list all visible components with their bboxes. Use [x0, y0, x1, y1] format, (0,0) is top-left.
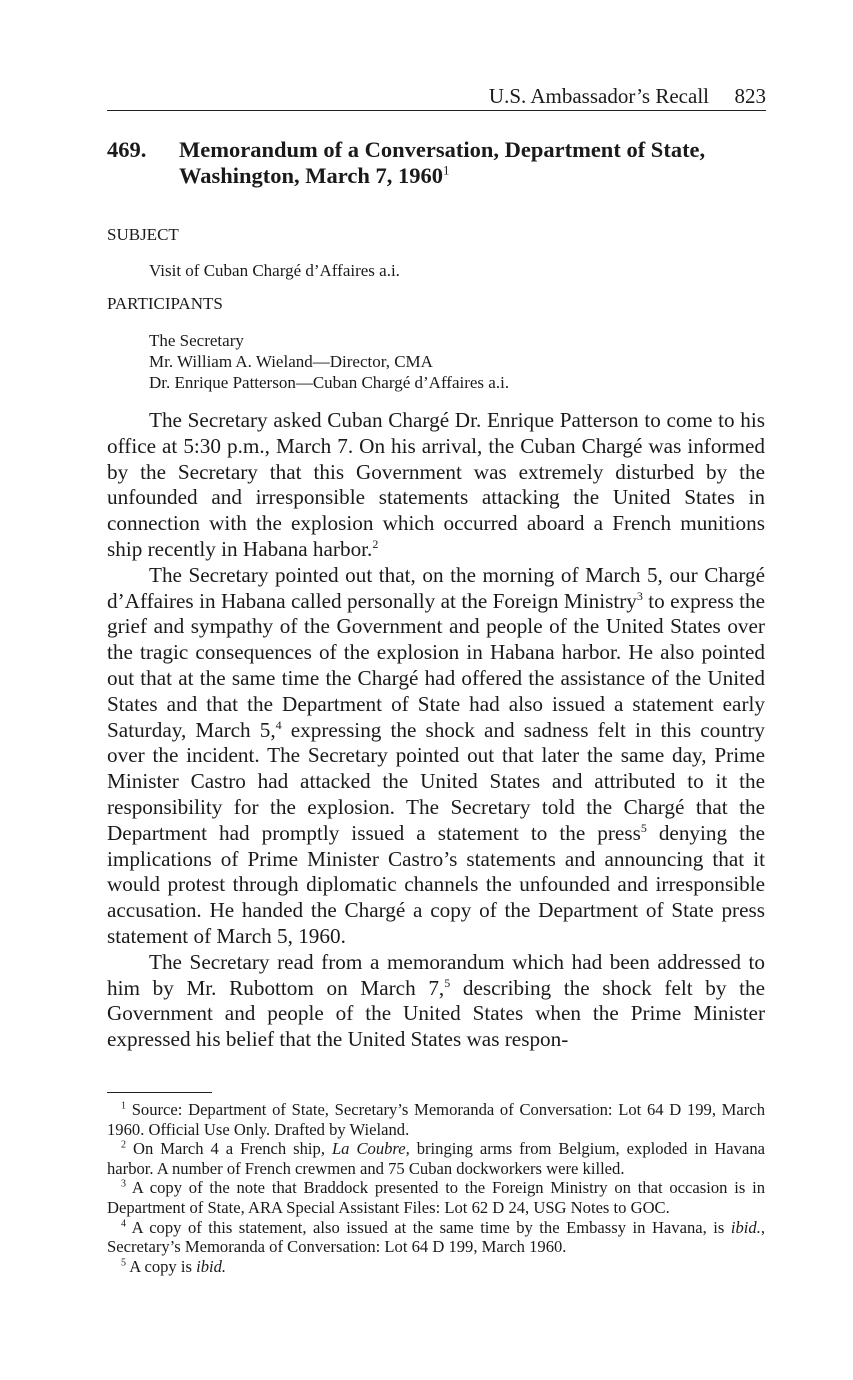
footnote-mark: 3: [121, 1178, 126, 1190]
footnote-mark: 4: [121, 1218, 126, 1230]
paragraph-text: The Secretary read from a memorandum which had been addressed to him by Mr. Rubottom on March 7,: [107, 949, 765, 1000]
footnote-ref: 5: [444, 975, 451, 990]
paragraph-text: denying the implications of Prime Minister Castro’s statements and announcing that it would protest through diplomatic channels the unfounded and irresponsible accusation. He handed the Chargé a copy of the Department of State press statement of March 5, 1960.: [107, 820, 765, 948]
footnote: [107, 1100, 765, 1139]
body-paragraph: [107, 563, 765, 950]
footnote-mark: 1: [121, 1100, 126, 1112]
running-head: [107, 82, 766, 111]
footnote-text: , Secretary’s Memoranda of Conversation: Lot 64 D 199, March 1960.: [107, 1217, 766, 1257]
footnote-italic: ibid.: [730, 1217, 761, 1237]
footnote: [107, 1178, 765, 1217]
paragraph-text: to express the grief and sympathy of the Government and people of the United States over the tragic consequences of the explosion in Habana harbor. He also pointed out that at the same time the Chargé had offered the assistance of the United States and that the Department of State had also issued a statement early Saturday, March 5,: [107, 588, 765, 742]
participants-label: PARTICIPANTS: [107, 294, 223, 313]
footnote-text: A copy of this statement, also issued at the same time by the Embassy in Havana, is: [131, 1217, 731, 1237]
footnote-text: Source: Department of State, Secretary’s Memoranda of Conversation: Lot 64 D 199, March 1960. Official Use Only. Drafted by Wieland.: [107, 1100, 765, 1139]
participant-item: Mr. William A. Wieland—Director, CMA: [149, 352, 433, 371]
participant-item: The Secretary: [149, 331, 244, 350]
paragraph-text: expressing the shock and sadness felt in this country over the incident. The Secretary pointed out that later the same day, Prime Minister Castro had attacked the United States and attributed to it the responsibility for the explosion. The Secretary told the Chargé that the Department had promptly issued a statement to the press: [107, 717, 765, 845]
footnote-ref: 5: [640, 820, 647, 835]
footnote: [107, 1257, 765, 1277]
running-head-title: U.S. Ambassador’s Recall: [488, 84, 709, 108]
document-number: 469.: [107, 137, 147, 162]
paragraph-text: The Secretary pointed out that, on the morning of March 5, our Chargé d’Affaires in Habana called personally at the Foreign Ministry: [107, 562, 765, 613]
footnote-ref: 1: [443, 162, 450, 178]
participant-item: Dr. Enrique Patterson—Cuban Chargé d’Affaires a.i.: [149, 373, 510, 392]
document-title: [179, 137, 769, 189]
footnote-mark: 5: [121, 1257, 126, 1269]
footnote-text: A copy is: [129, 1256, 197, 1276]
footnote-mark: 2: [121, 1139, 126, 1151]
memorandum-body: [107, 408, 765, 1053]
footnote-italic: La Coubre,: [331, 1139, 410, 1159]
footnote: [107, 1218, 765, 1257]
paragraph-text: describing the shock felt by the Government and people of the United States when the Prime Minister expressed his belief that the United States was respon-: [107, 975, 765, 1052]
body-paragraph: [107, 408, 765, 563]
subject-text: Visit of Cuban Chargé d’Affaires a.i.: [149, 261, 400, 280]
footnote-ref: 4: [275, 717, 282, 732]
footnote: [107, 1139, 765, 1178]
paragraph-text: The Secretary asked Cuban Chargé Dr. Enrique Patterson to come to his office at 5:30 p.m., March 7. On his arrival, the Cuban Chargé was informed by the Secretary that this Government was extremely disturbed by the unfounded and irresponsible statements attacking the United States in connection with the explosion which occurred aboard a French munitions ship recently in Habana harbor.: [107, 408, 765, 561]
document-title-text: Memorandum of a Conversation, Department of State, Washington, March 7, 1960: [179, 137, 706, 188]
footnote-text: bringing arms from Belgium, exploded in Havana harbor. A number of French crewmen and 75 Cuban dockworkers were killed.: [107, 1139, 766, 1178]
participants-list: [149, 330, 509, 393]
footnotes: [107, 1100, 765, 1276]
footnote-text: A copy of the note that Braddock presented to the Foreign Ministry on that occasion is in Department of State, ARA Special Assistant Files: Lot 62 D 24, USG Notes to GOC.: [107, 1178, 766, 1217]
body-paragraph: [107, 950, 765, 1053]
footnote-ref: 2: [372, 536, 379, 551]
page-number: 823: [734, 84, 766, 108]
footnote-divider: [107, 1092, 212, 1093]
subject-label: SUBJECT: [107, 225, 179, 244]
footnote-text: On March 4 a French ship,: [132, 1139, 332, 1159]
footnote-ref: 3: [636, 588, 643, 603]
footnote-italic: ibid.: [196, 1256, 227, 1276]
